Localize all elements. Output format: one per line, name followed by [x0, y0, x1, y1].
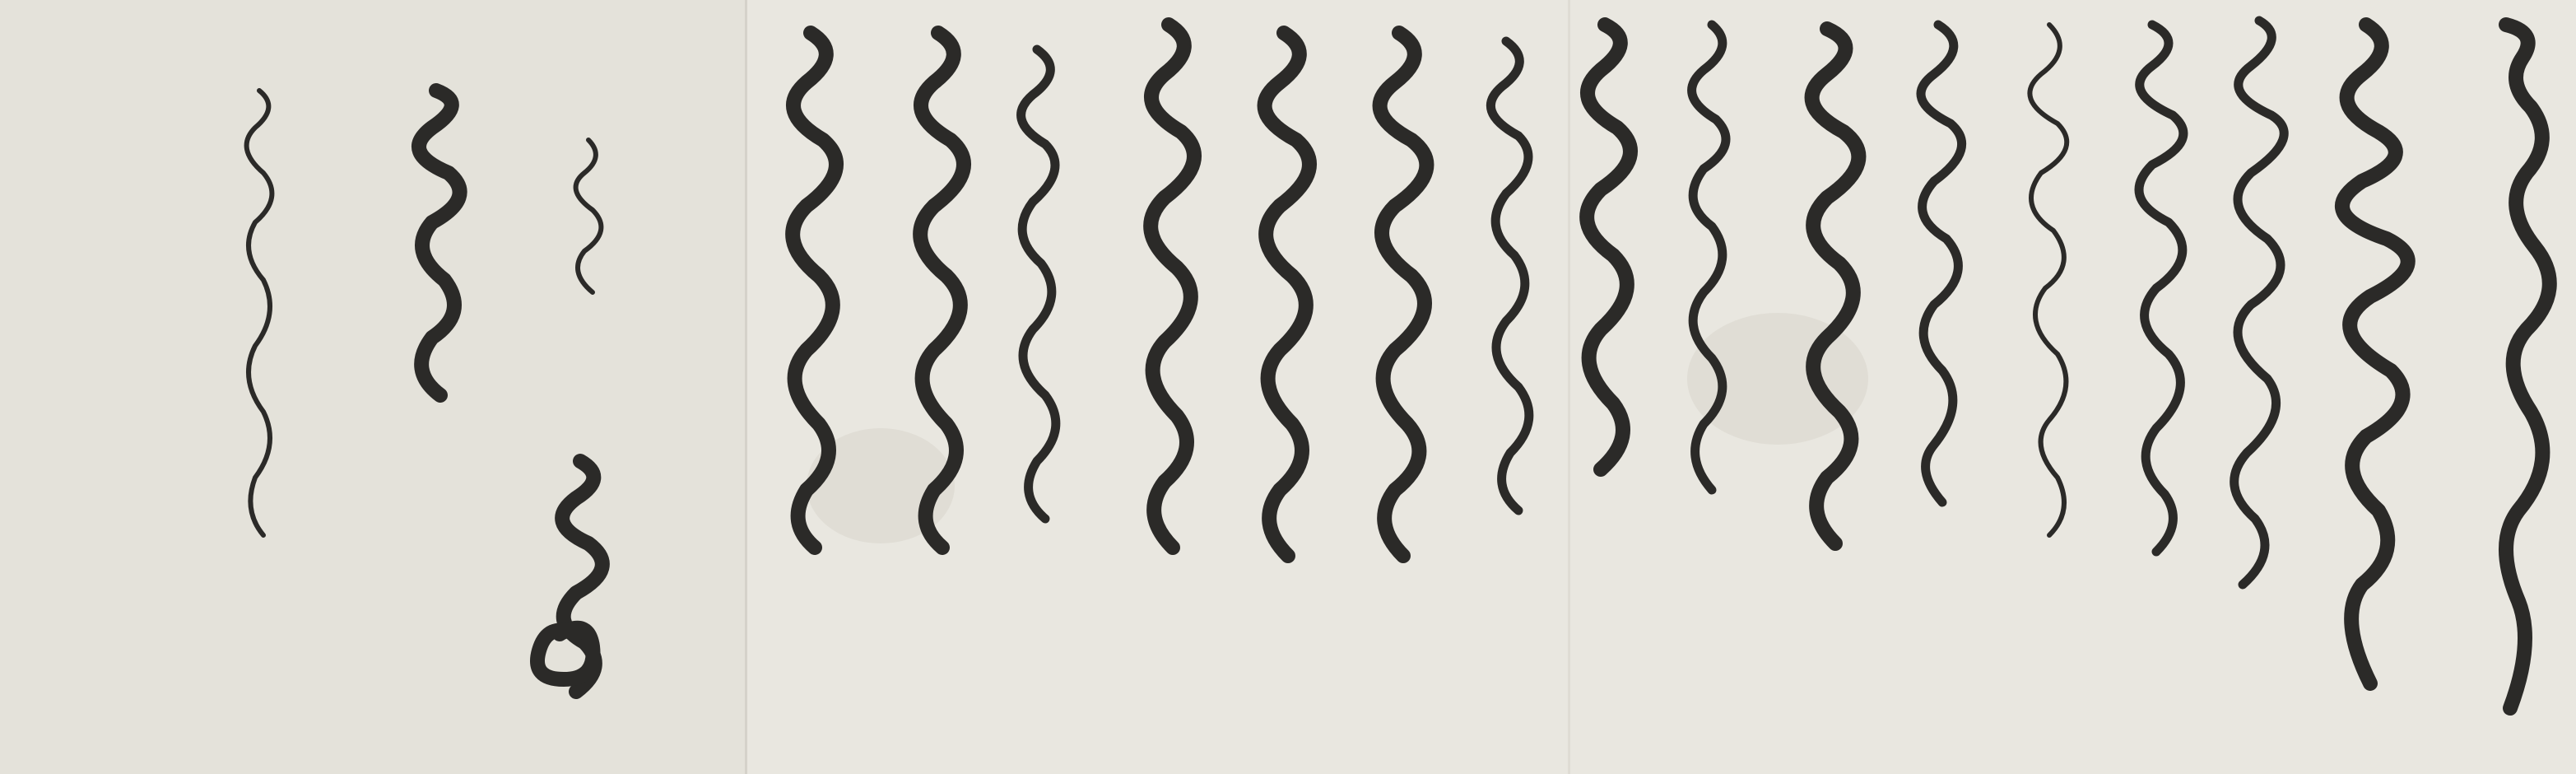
- brush-column-2: [2342, 25, 2408, 683]
- brush-column-12: [1265, 33, 1309, 556]
- date-line: [576, 140, 602, 292]
- brush-column-16: [793, 33, 836, 548]
- addressee-name: [419, 91, 460, 395]
- brush-column-3: [2234, 21, 2285, 585]
- brush-column-15: [920, 33, 964, 548]
- brush-column-14: [1021, 49, 1056, 519]
- brush-column-5: [2030, 25, 2067, 535]
- letter-closing: [247, 91, 602, 692]
- brush-column-1: [2506, 25, 2550, 708]
- letter-body: [793, 21, 2550, 708]
- addressee-title-line: [247, 91, 272, 535]
- brush-column-6: [1921, 25, 1962, 502]
- brush-column-9: [1587, 25, 1630, 469]
- brush-column-11: [1380, 33, 1427, 556]
- brush-column-13: [1151, 25, 1194, 548]
- brush-column-10: [1490, 41, 1528, 511]
- brush-column-8: [1692, 25, 1726, 490]
- brush-column-4: [2139, 25, 2183, 552]
- brush-column-7: [1812, 29, 1859, 543]
